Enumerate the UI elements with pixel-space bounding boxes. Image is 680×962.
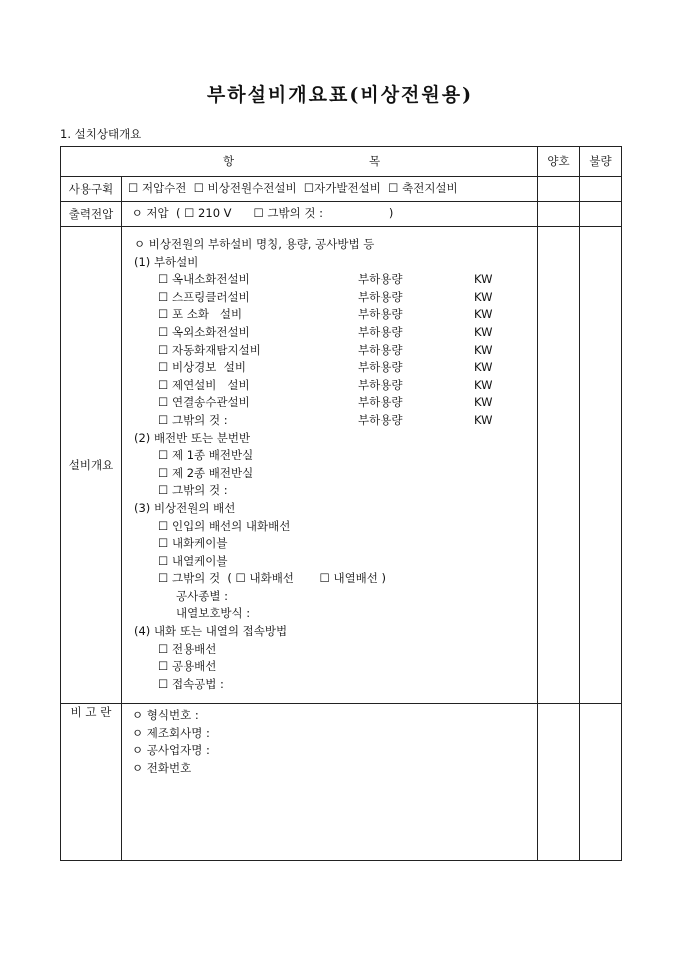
document-title: 부하설비개요표(비상전원용) [206,84,474,106]
remarks-field[interactable]: ㅇ 전화번호 [132,760,192,775]
load-item[interactable]: ☐ 제연설비 설비 부하용량 KW [158,377,493,392]
overview-table [60,146,622,861]
remarks-field[interactable]: ㅇ 공사업자명 : [132,743,210,758]
switchboard-section-heading: (2) 배전반 또는 분번반 [134,430,251,445]
equipment-intro: ㅇ 비상전원의 부하설비 명칭, 용량, 공사방법 등 [134,237,375,251]
load-item[interactable]: ☐ 포 소화 설비 부하용량 KW [158,307,493,322]
load-item[interactable]: ☐ 자동화재탐지설비 부하용량 KW [158,342,493,357]
equipment-content [122,227,538,704]
equipment-good-cell[interactable] [538,227,580,704]
wiring-subfield[interactable]: 내열보호방식 : [176,606,251,621]
wiring-subfield[interactable]: 공사종별 : [176,588,228,603]
switchboard-item[interactable]: ☐ 제 1종 배전반실 [158,448,254,463]
usage-options[interactable]: ☐ 저압수전 ☐ 비상전원수전설비 ☐자가발전설비 ☐ 축전지설비 [122,177,538,202]
equipment-label: 설비개요 [61,227,122,704]
load-item[interactable]: ☐ 그밖의 것 : 부하용량 KW [158,412,493,427]
switchboard-item[interactable]: ☐ 제 2종 배전반실 [158,465,254,480]
item-header [61,147,538,177]
voltage-row [61,202,622,227]
load-item[interactable]: ☐ 옥외소화전설비 부하용량 KW [158,324,493,339]
usage-bad-cell[interactable] [580,177,622,202]
load-item[interactable]: ☐ 옥내소화전설비 부하용량 KW [158,272,493,287]
item-header-left: 항 [223,154,235,168]
remarks-label: 비 고 란 [61,704,122,861]
load-item[interactable]: ☐ 연결송수관설비 부하용량 KW [158,395,493,410]
voltage-options[interactable]: ㅇ 저압 ( ☐ 210 V ☐ 그밖의 것 : ) [122,202,538,227]
remarks-good-cell[interactable] [538,704,580,861]
voltage-label: 출력전압 [61,202,122,227]
wiring-section-heading: (3) 비상전원의 배선 [134,500,236,515]
wiring-item[interactable]: ☐ 그밖의 것 ( ☐ 내화배선 ☐ 내열배선 ) [158,571,387,586]
good-header: 양호 [538,147,580,177]
usage-label: 사용구획 [61,177,122,202]
bad-header: 불량 [580,147,622,177]
usage-good-cell[interactable] [538,177,580,202]
remarks-row [61,704,622,861]
connection-item[interactable]: ☐ 접속공법 : [158,676,224,691]
connection-section-heading: (4) 내화 또는 내열의 접속방법 [134,624,288,639]
remarks-content [122,704,538,861]
equipment-bad-cell[interactable] [580,227,622,704]
load-item[interactable]: ☐ 비상경보 설비 부하용량 KW [158,360,493,375]
connection-item[interactable]: ☐ 전용배선 [158,641,217,656]
wiring-item[interactable]: ☐ 내열케이블 [158,553,228,568]
load-section-heading: (1) 부하설비 [134,254,199,269]
load-item[interactable]: ☐ 스프링클러설비 부하용량 KW [158,289,493,304]
remarks-bad-cell[interactable] [580,704,622,861]
section-heading: 1. 설치상태개요 [60,127,142,141]
voltage-bad-cell[interactable] [580,202,622,227]
voltage-good-cell[interactable] [538,202,580,227]
switchboard-item[interactable]: ☐ 그밖의 것 : [158,483,228,498]
item-header-right: 목 [369,154,381,168]
equipment-row [61,227,622,704]
remarks-field[interactable]: ㅇ 제조회사명 : [132,725,210,740]
wiring-item[interactable]: ☐ 내화케이블 [158,536,228,551]
wiring-item[interactable]: ☐ 인입의 배선의 내화배선 [158,518,291,533]
usage-row [61,177,622,202]
table-header-row [61,147,622,177]
remarks-field[interactable]: ㅇ 형식번호 : [132,708,199,722]
connection-item[interactable]: ☐ 공용배선 [158,659,217,674]
